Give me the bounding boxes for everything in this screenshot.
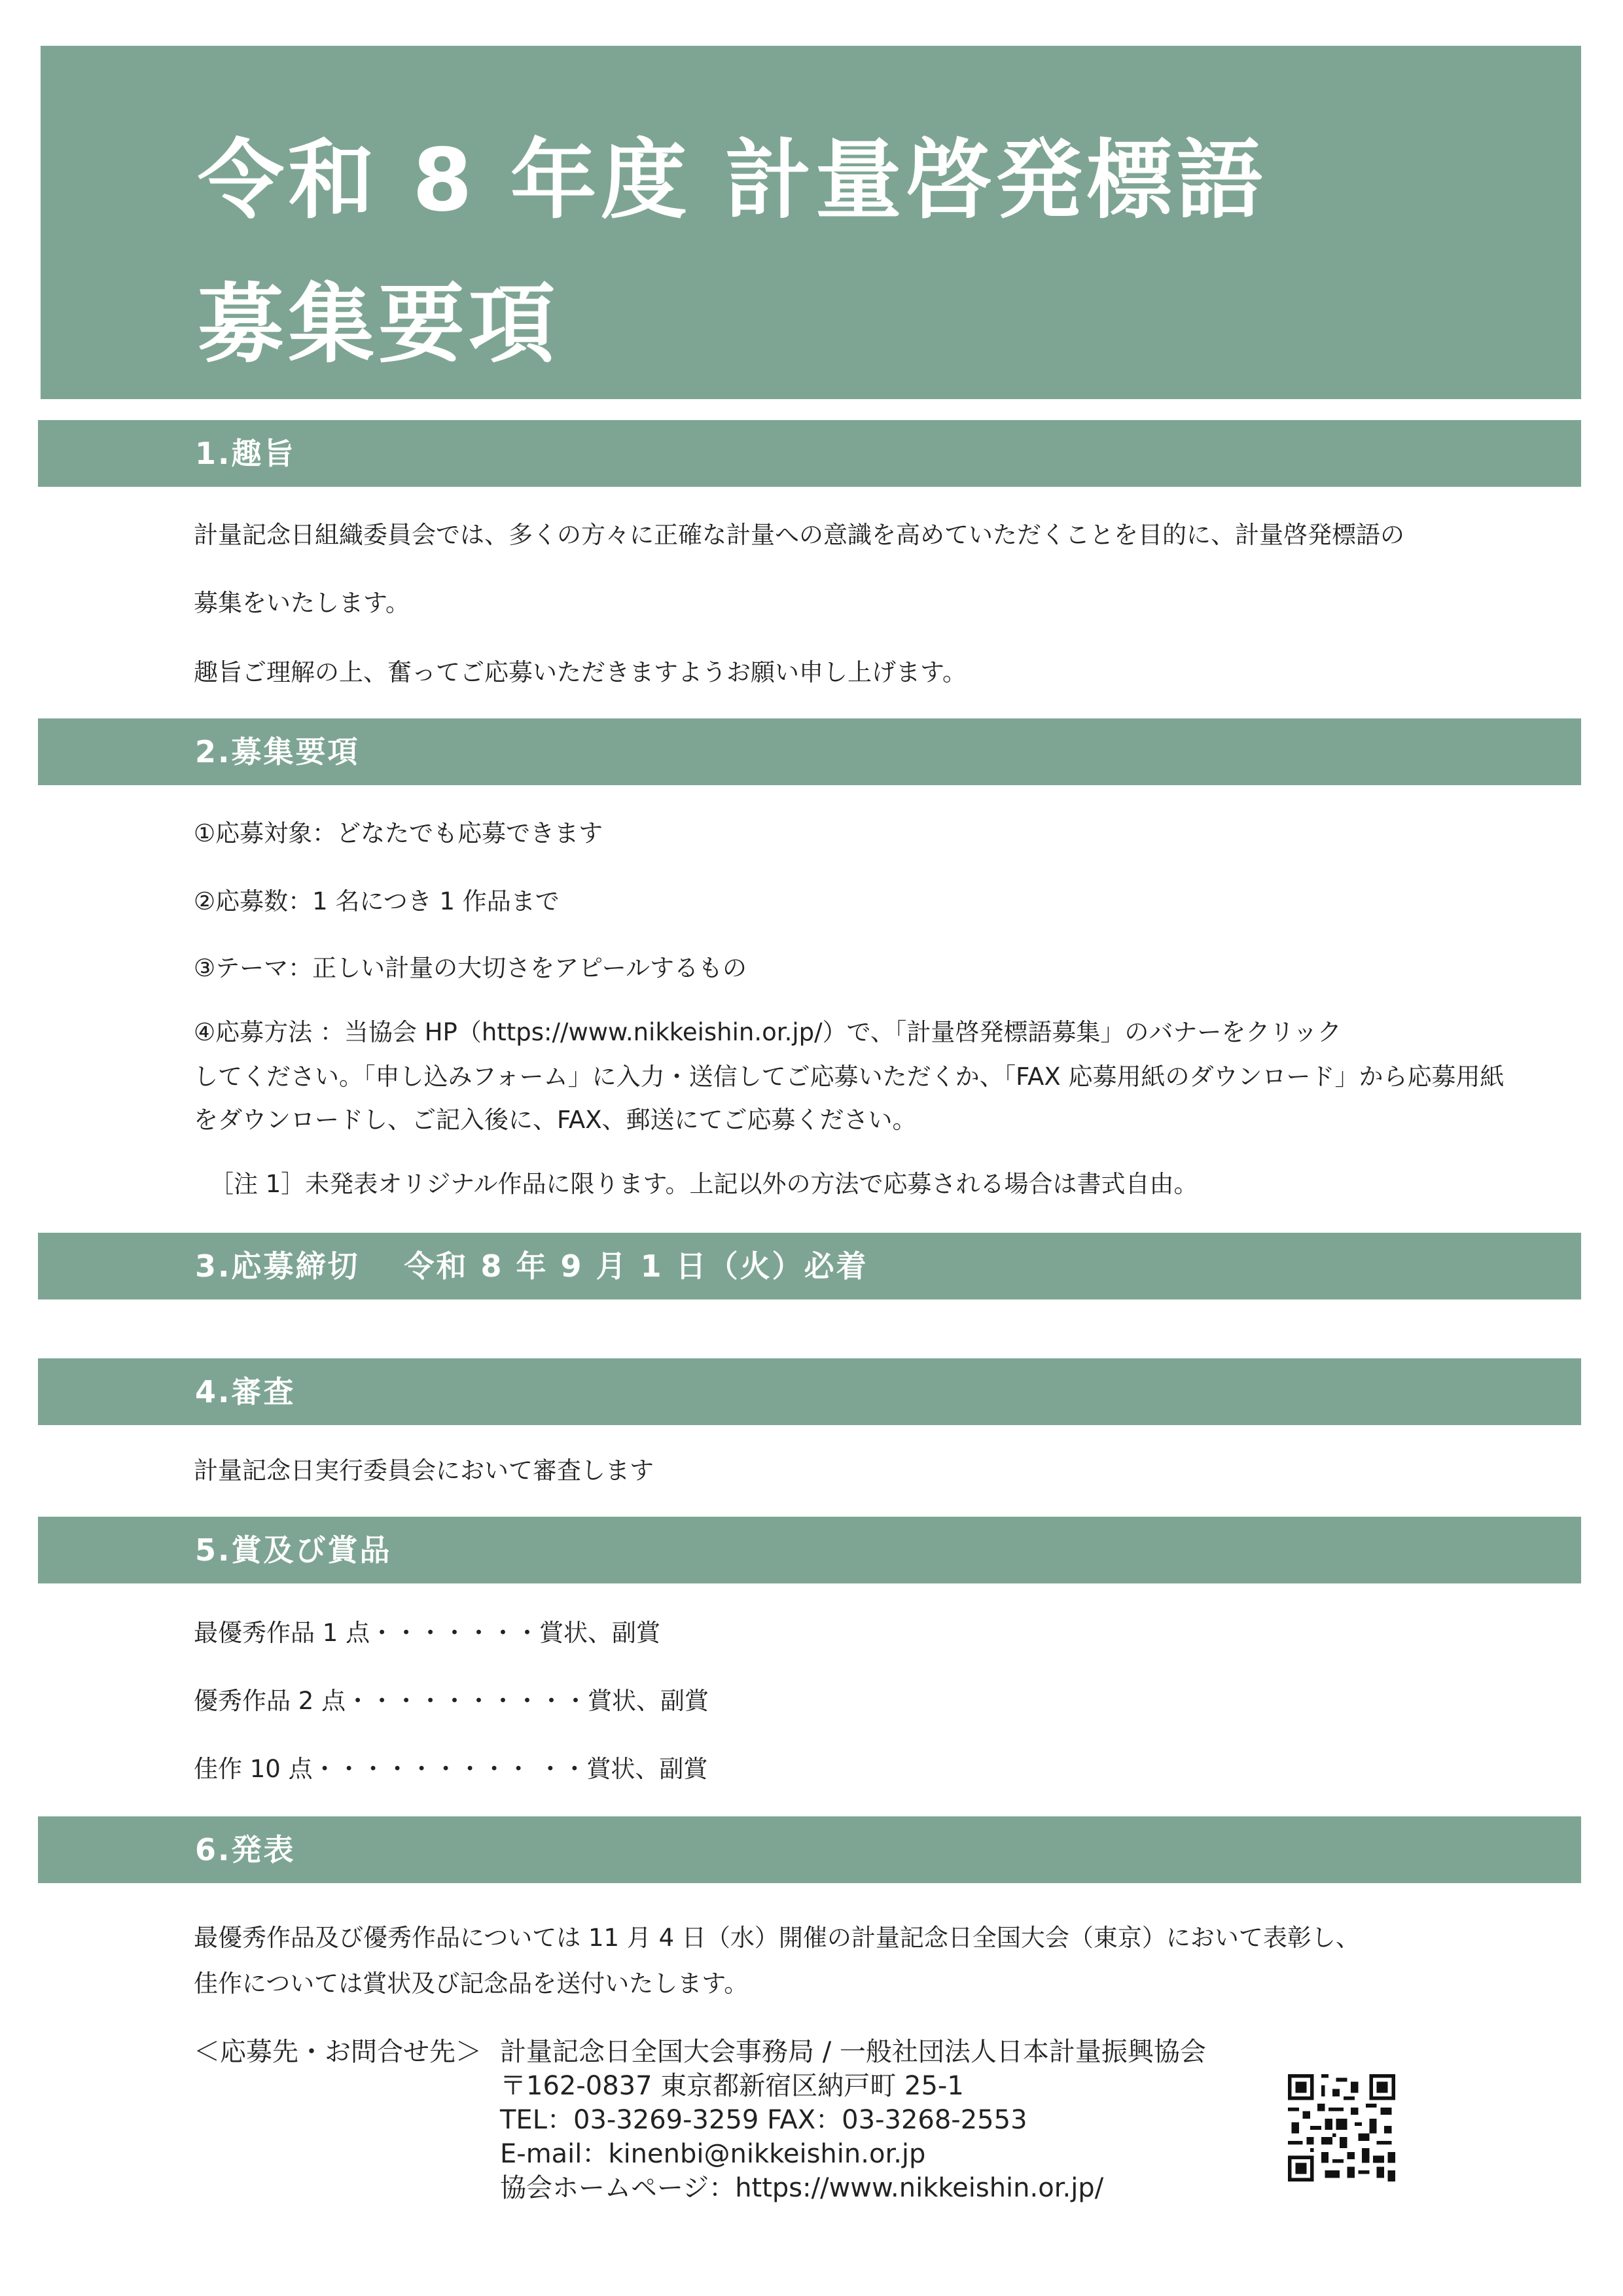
contact-org: 計量記念日全国大会事務局 / 一般社団法人日本計量振興協会 bbox=[500, 2037, 1206, 2067]
requirement-item: ③テーマ：正しい計量の大切さをアピールするもの bbox=[194, 954, 747, 982]
prize-item: 最優秀作品 1 点・・・・・・・賞状、副賞 bbox=[194, 1619, 661, 1647]
section-1-text: 趣旨ご理解の上、奮ってご応募いただきますようお願い申し上げます。 bbox=[194, 658, 967, 686]
contact-email: E-mail：kinenbi@nikkeishin.or.jp bbox=[500, 2139, 926, 2169]
section-1-text: 計量記念日組織委員会では、多くの方々に正確な計量への意識を高めていただくことを目的に、計量啓発標語の bbox=[194, 521, 1404, 549]
section-4-band bbox=[38, 1358, 1581, 1425]
section-6-text: 佳作については賞状及び記念品を送付いたします。 bbox=[194, 1969, 749, 1998]
section-2-band bbox=[38, 718, 1581, 785]
section-1-text: 募集をいたします。 bbox=[194, 589, 410, 617]
section-3-band bbox=[38, 1233, 1581, 1299]
section-2-heading: 2.募集要項 bbox=[195, 734, 360, 769]
requirement-item: ②応募数：1 名につき 1 作品まで bbox=[194, 887, 560, 915]
prize-item: 優秀作品 2 点・・・・・・・・・・賞状、副賞 bbox=[194, 1687, 709, 1715]
page-subtitle: 募集要項 bbox=[198, 274, 559, 375]
contact-label: ＜応募先・お問合せ先＞ bbox=[194, 2037, 482, 2067]
note-text: ［注 1］未発表オリジナル作品に限ります。上記以外の方法で応募される場合は書式自由。 bbox=[209, 1170, 1198, 1198]
contact-homepage-link[interactable]: 協会ホームページ：https://www.nikkeishin.or.jp/ bbox=[500, 2173, 1104, 2203]
requirement-item: してください。「申し込みフォーム」に入力・送信してご応募いただくか、「FAX 応募用紙のダウンロード」から応募用紙 bbox=[194, 1063, 1505, 1091]
qr-code-icon[interactable] bbox=[1288, 2074, 1395, 2181]
section-5-heading: 5.賞及び賞品 bbox=[195, 1532, 392, 1568]
section-6-band bbox=[38, 1816, 1581, 1883]
section-6-heading: 6.発表 bbox=[195, 1832, 296, 1867]
contact-address: 〒162-0837 東京都新宿区納戸町 25-1 bbox=[500, 2071, 964, 2101]
prize-item: 佳作 10 点・・・・・・・・・ ・・賞状、副賞 bbox=[194, 1755, 708, 1783]
section-3-heading: 3.応募締切 令和 8 年 9 月 1 日（火）必着 bbox=[195, 1248, 868, 1284]
section-4-text: 計量記念日実行委員会において審査します bbox=[194, 1457, 654, 1485]
requirement-item: ①応募対象：どなたでも応募できます bbox=[194, 819, 603, 847]
requirement-item: ④応募方法 ：当協会 HP（https://www.nikkeishin.or.jp/）で、「計量啓発標語募集」のバナーをクリック bbox=[194, 1018, 1342, 1046]
section-5-band bbox=[38, 1517, 1581, 1583]
title-banner bbox=[41, 46, 1581, 399]
requirement-item: をダウンロードし、ご記入後に、FAX、郵送にてご応募ください。 bbox=[194, 1106, 917, 1134]
section-1-heading: 1.趣旨 bbox=[195, 436, 296, 471]
section-4-heading: 4.審査 bbox=[195, 1374, 296, 1409]
contact-phone-fax: TEL：03-3269-3259 FAX：03-3268-2553 bbox=[500, 2105, 1027, 2135]
page-title: 令和 8 年度 計量啓発標語 bbox=[198, 130, 1267, 231]
section-1-band bbox=[38, 420, 1581, 487]
section-6-text: 最優秀作品及び優秀作品については 11 月 4 日（水）開催の計量記念日全国大会（東京）において表彰し、 bbox=[194, 1924, 1360, 1952]
